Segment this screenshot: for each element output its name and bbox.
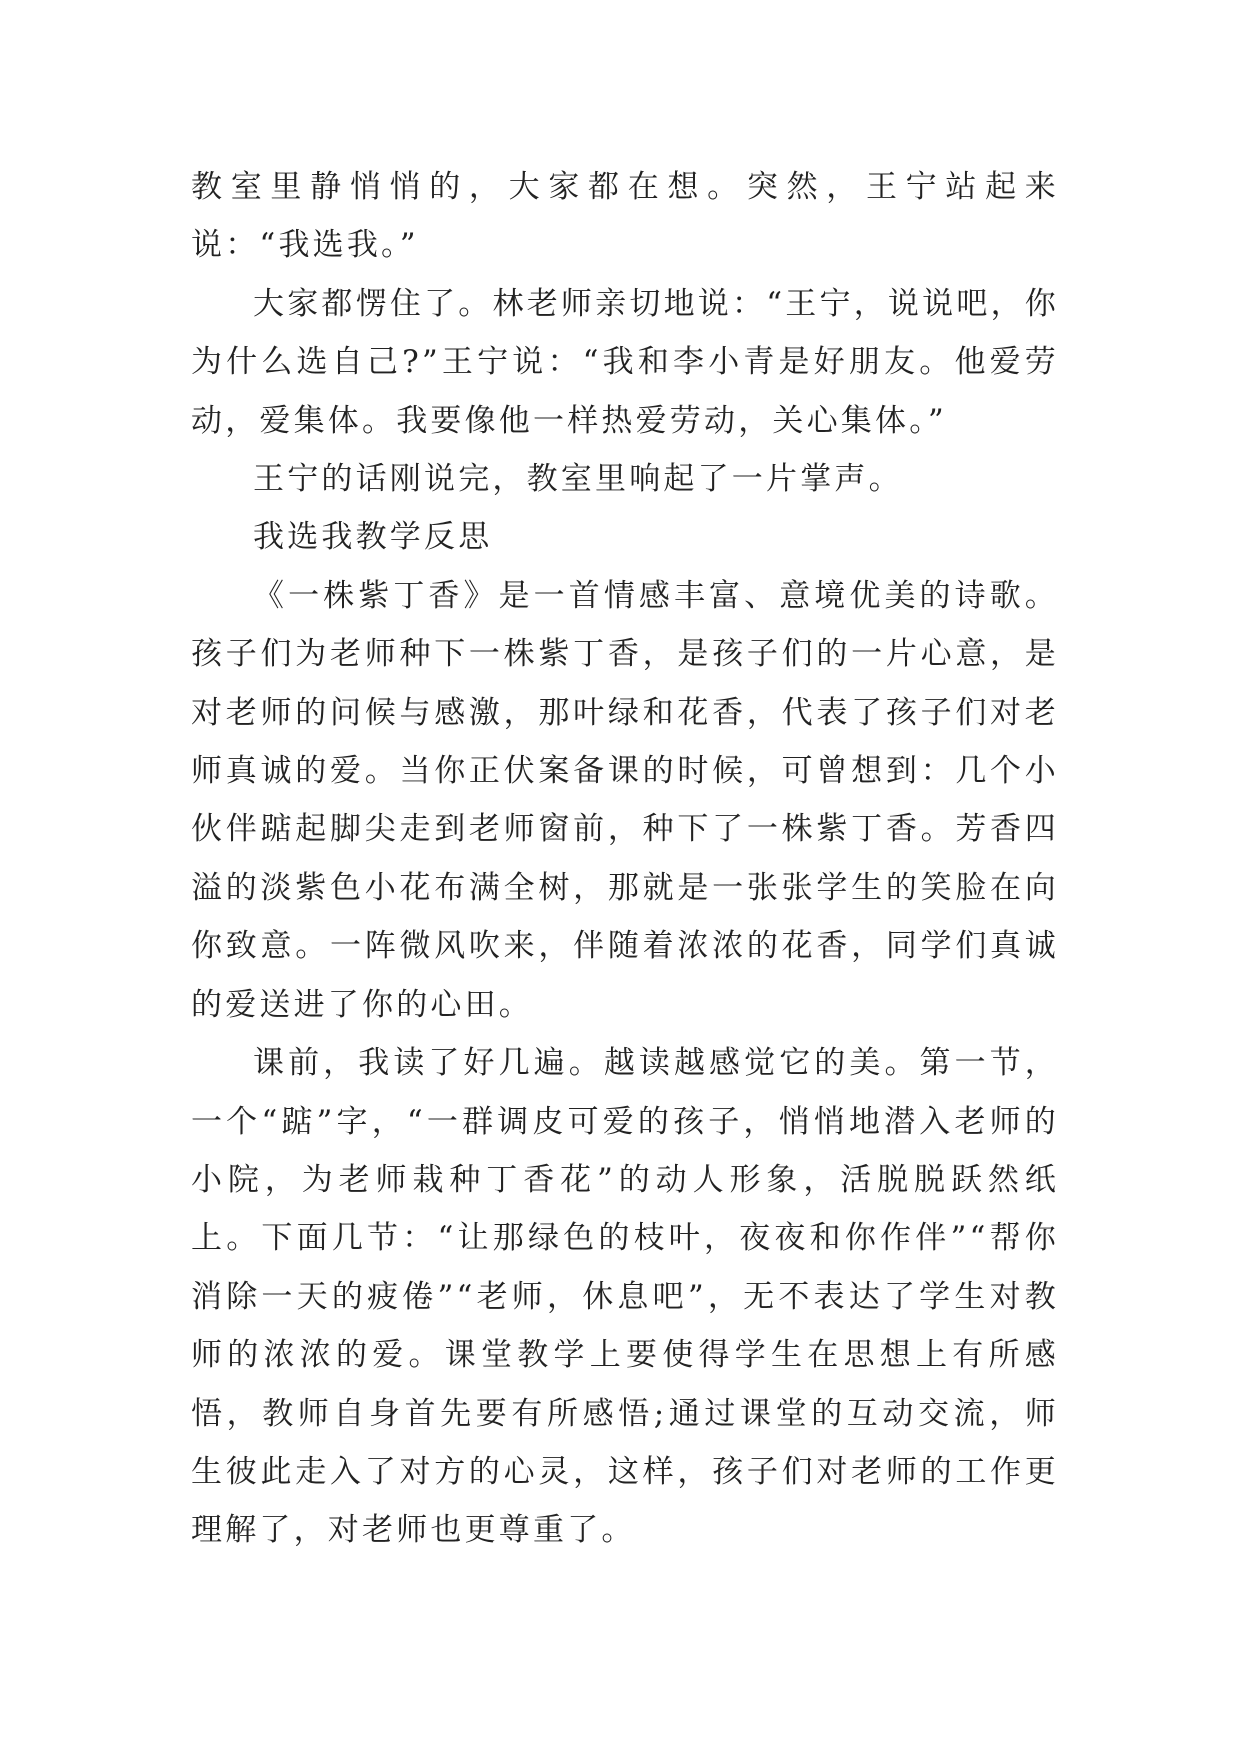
paragraph-story-3: 王宁的话刚说完，教室里响起了一片掌声。 bbox=[253, 461, 903, 498]
paragraph-reflection-2: 课前，我读了好几遍。越读越感觉它的美。第一节，一个“踮”字，“一群调皮可爱的孩子，悄悄地潜入老师的小院，为老师栽种丁香花”的动人形象，活脱脱跃然纸上。下面几节：“让那绿色的枝叶，夜夜和你作伴”“帮你消除一天的疲倦”“老师，休息吧”，无不表达了学生对教师的浓浓的爱。课堂教学上要使得学生在思想上有所感悟，教师自身首先要有所感悟;通过课堂的互动交流，师生彼此走入了对方的心灵，这样，孩子们对老师的工作更理解了，对老师也更尊重了。 bbox=[191, 1045, 1059, 1549]
paragraph-reflection-1: 《一株紫丁香》是一首情感丰富、意境优美的诗歌。孩子们为老师种下一株紫丁香，是孩子们的一片心意，是对老师的问候与感激，那叶绿和花香，代表了孩子们对老师真诚的爱。当你正伏案备课的时候，可曾想到：几个小伙伴踮起脚尖走到老师窗前，种下了一株紫丁香。芳香四溢的淡紫色小花布满全树，那就是一张张学生的笑脸在向你致意。一阵微风吹来，伴随着浓浓的花香，同学们真诚的爱送进了你的心田。 bbox=[191, 577, 1059, 1023]
section-heading: 我选我教学反思 bbox=[253, 519, 493, 556]
paragraph-story-1: 教室里静悄悄的，大家都在想。突然，王宁站起来说：“我选我。” bbox=[191, 169, 1059, 264]
paragraph-story-2: 大家都愣住了。林老师亲切地说：“王宁，说说吧，你为什么选自己?”王宁说：“我和李小青是好朋友。他爱劳动，爱集体。我要像他一样热爱劳动，关心集体。” bbox=[191, 285, 1059, 439]
document-body bbox=[191, 158, 1059, 1560]
